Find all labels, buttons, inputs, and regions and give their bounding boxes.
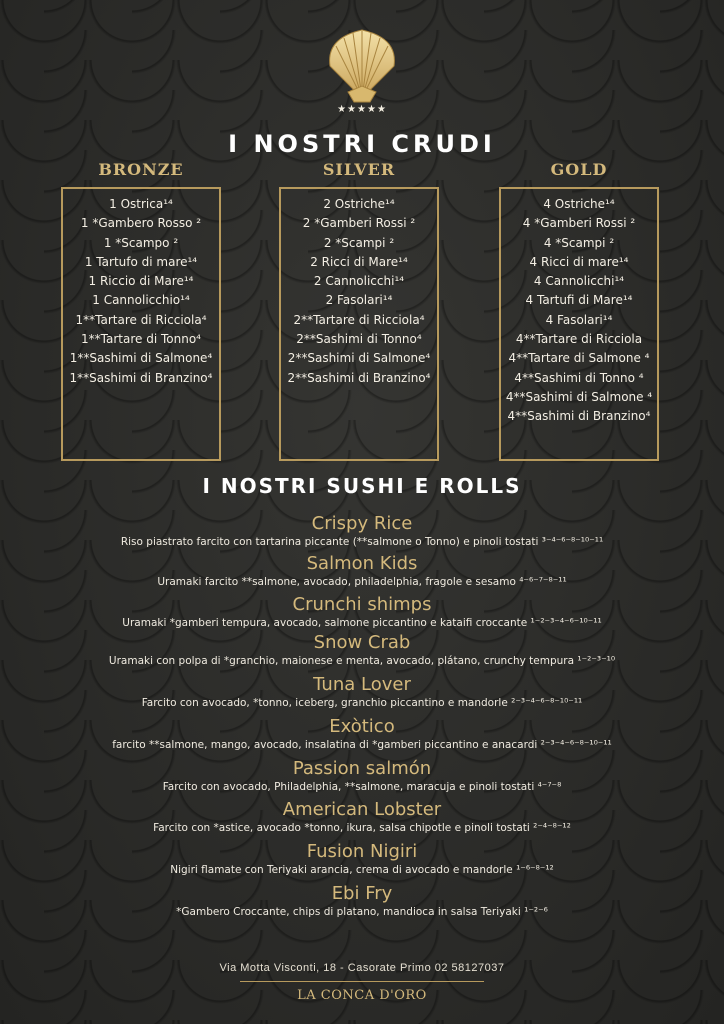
tier-item: 2 Fasolari¹⁴	[325, 293, 393, 308]
tier-item: 4**Sashimi di Salmone ⁴	[505, 389, 653, 404]
dish-name: Ebi Fry	[331, 883, 393, 904]
dish-description: Farcito con *astice, avocado *tonno, ikura, salsa chipotle e pinoli tostati ²⁻⁴⁻⁸⁻¹²	[153, 822, 571, 834]
tier-item: 2**Sashimi di Salmone⁴	[287, 351, 431, 366]
tier-box-gold	[499, 187, 659, 461]
dish	[0, 553, 724, 589]
tier-item: 1 *Scampo ²	[103, 235, 179, 250]
tier-item: 1**Sashimi di Salmone⁴	[69, 351, 213, 366]
dish	[0, 632, 724, 668]
tier-label-bronze: BRONZE	[98, 160, 184, 179]
tier-item: 4**Sashimi di Tonno ⁴	[514, 370, 644, 385]
tier-label-gold: GOLD	[550, 160, 608, 179]
tier-item: 1 Ostrica¹⁴	[109, 197, 173, 211]
dish-name: Crispy Rice	[311, 513, 413, 534]
restaurant-brand: LA CONCA D'ORO	[297, 988, 427, 1003]
dish	[0, 883, 724, 919]
dish-description: Uramaki farcito **salmone, avocado, philadelphia, fragole e sesamo ⁴⁻⁶⁻⁷⁻⁸⁻¹¹	[157, 576, 567, 588]
tier-item: 2**Tartare di Ricciola⁴	[293, 312, 425, 327]
restaurant-address: Via Motta Visconti, 18 - Casorate Primo 02 58127037	[219, 962, 505, 974]
dish-name: American Lobster	[282, 799, 442, 820]
tier-item: 4**Tartare di Salmone ⁴	[508, 351, 650, 366]
dish-name: Passion salmón	[292, 758, 432, 779]
tier-item: 2 Ricci di Mare¹⁴	[310, 254, 408, 269]
tier-item: 4 Tartufi di Mare¹⁴	[525, 293, 633, 308]
tier-item: 1 *Gambero Rosso ²	[80, 216, 202, 231]
dish-description: Uramaki con polpa di *granchio, maionese e menta, avocado, plátano, crunchy tempura ¹⁻²⁻³⁻¹⁰	[108, 655, 616, 667]
tier-item: 2 *Scampi ²	[323, 235, 395, 250]
dish	[0, 594, 724, 630]
dish	[0, 799, 724, 835]
tier-item: 1 Tartufo di mare¹⁴	[84, 254, 198, 269]
dish-name: Exòtico	[329, 716, 395, 737]
five-star-rating: ★★★★★	[337, 104, 387, 115]
crudi-section-title: I NOSTRI CRUDI	[228, 130, 496, 158]
tier-item: 2 Ostriche¹⁴	[323, 197, 395, 211]
dish	[0, 674, 724, 710]
tier-item: 4 Cannolicchi¹⁴	[533, 274, 625, 289]
tier-item: 2 *Gamberi Rossi ²	[302, 216, 416, 231]
dish	[0, 758, 724, 794]
dish-description: farcito **salmone, mango, avocado, insalatina di *gamberi piccantino e anacardi ²⁻³⁻⁴⁻⁶⁻⁸⁻¹⁰⁻¹¹	[112, 739, 612, 751]
tier-item: 1**Tartare di Ricciola⁴	[75, 312, 207, 327]
tier-item: 4 *Gamberi Rossi ²	[522, 216, 636, 231]
tier-item: 4 Fasolari¹⁴	[545, 312, 613, 327]
sushi-section-title: I NOSTRI SUSHI E ROLLS	[202, 474, 522, 498]
dish-name: Tuna Lover	[313, 674, 411, 695]
tier-item: 4**Tartare di Ricciola	[515, 332, 643, 347]
tier-item: 2 Cannolicchi¹⁴	[313, 274, 405, 289]
dish	[0, 841, 724, 877]
tier-item: 1**Tartare di Tonno⁴	[81, 332, 201, 347]
dish-description: Nigiri flamate con Teriyaki arancia, crema di avocado e mandorle ¹⁻⁶⁻⁸⁻¹²	[170, 864, 554, 876]
tier-item: 4 Ricci di mare¹⁴	[529, 254, 629, 269]
tier-label-silver: SILVER	[322, 160, 396, 179]
tier-item: 4**Sashimi di Branzino⁴	[507, 409, 651, 424]
tier-item: 4 *Scampi ²	[543, 235, 615, 250]
dish-name: Snow Crab	[313, 632, 411, 653]
dish-description: Farcito con avocado, Philadelphia, **salmone, maracuja e pinoli tostati ⁴⁻⁷⁻⁸	[162, 781, 562, 793]
dish	[0, 513, 724, 549]
tier-box-bronze	[61, 187, 221, 461]
tier-item: 2**Sashimi di Tonno⁴	[296, 332, 422, 347]
dish-description: Riso piastrato farcito con tartarina piccante (**salmone o Tonno) e pinoli tostati ³⁻⁴⁻⁶⁻⁸⁻¹⁰⁻¹¹	[120, 536, 604, 548]
tier-item: 1 Riccio di Mare¹⁴	[88, 274, 194, 289]
tier-item: 2**Sashimi di Branzino⁴	[287, 370, 431, 385]
dish-description: Farcito con avocado, *tonno, iceberg, granchio piccantino e mandorle ²⁻³⁻⁴⁻⁶⁻⁸⁻¹⁰⁻¹¹	[141, 697, 583, 709]
dish-description: *Gambero Croccante, chips di platano, mandioca in salsa Teriyaki ¹⁻²⁻⁶	[176, 906, 548, 918]
tier-item: 1 Cannolicchio¹⁴	[92, 293, 190, 308]
dish	[0, 716, 724, 752]
tier-box-silver	[279, 187, 439, 461]
dish-description: Uramaki *gamberi tempura, avocado, salmone piccantino e kataifi croccante ¹⁻²⁻³⁻⁴⁻⁶⁻¹⁰⁻¹¹	[122, 617, 602, 629]
scallop-shell-logo	[322, 26, 402, 106]
dish-name: Salmon Kids	[306, 553, 418, 574]
dish-name: Fusion Nigiri	[306, 841, 418, 862]
dish-name: Crunchi shimps	[292, 594, 432, 615]
footer-divider	[240, 981, 484, 982]
tier-item: 1**Sashimi di Branzino⁴	[69, 370, 213, 385]
tier-item: 4 Ostriche¹⁴	[543, 197, 615, 211]
